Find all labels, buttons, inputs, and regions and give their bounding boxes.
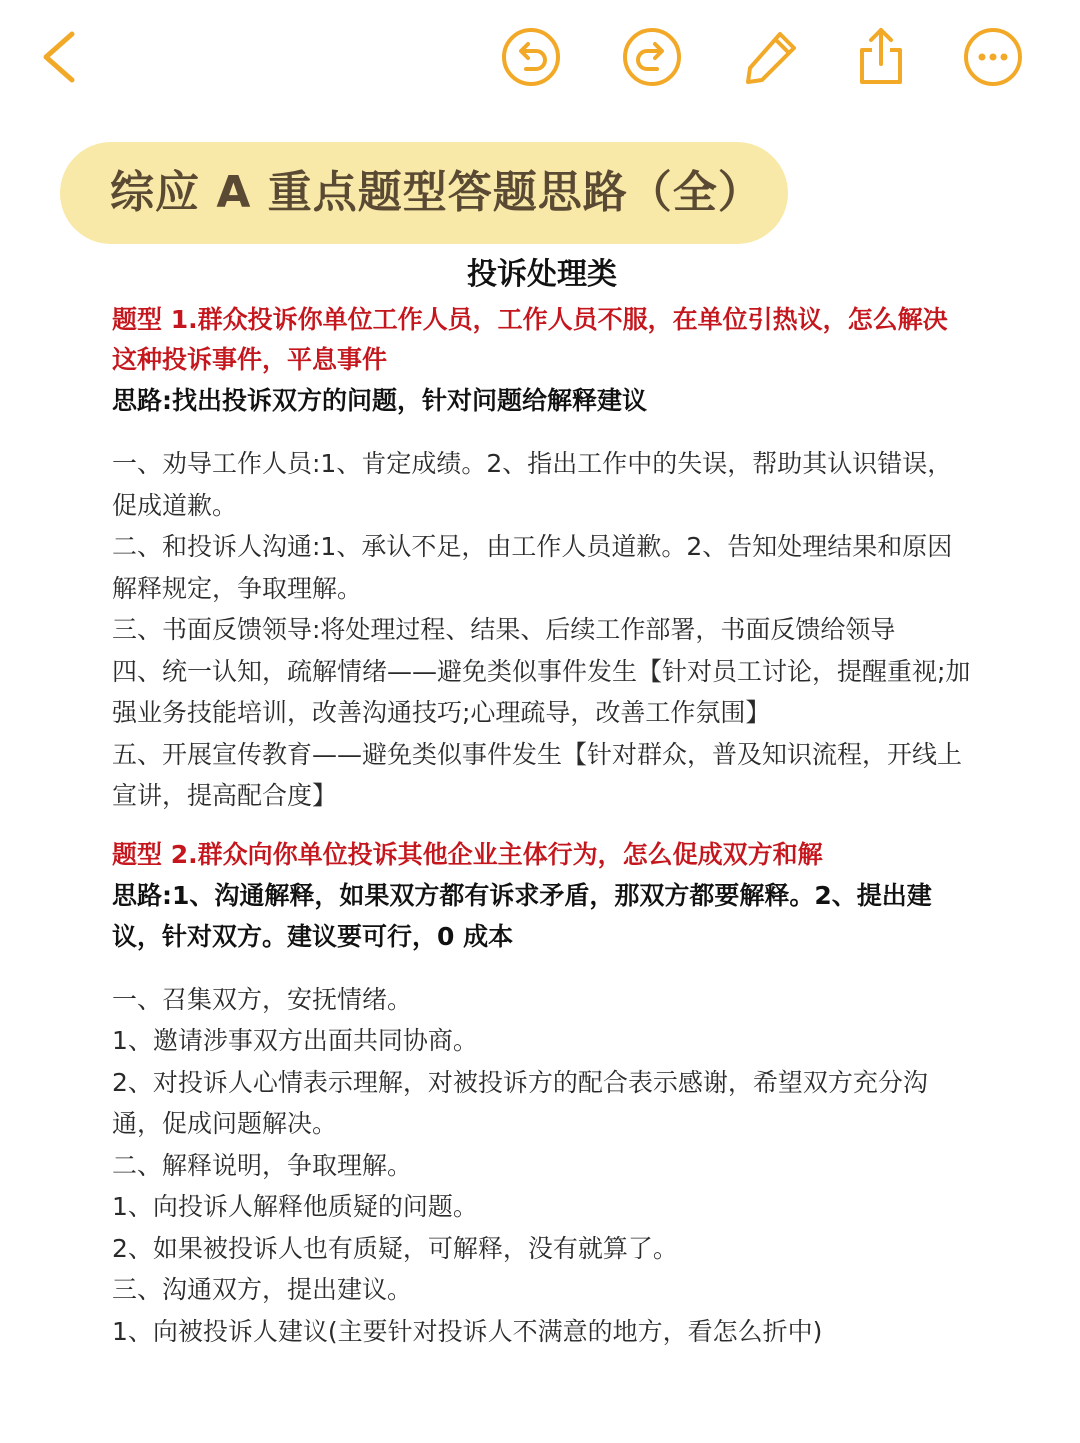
more-icon [962, 26, 1024, 88]
top-toolbar [0, 0, 1080, 115]
q1-paragraph: 四、统一认知，疏解情绪——避免类似事件发生【针对员工讨论，提醒重视;加强业务技能培训，改善沟通技巧;心理疏导，改善工作氛围】 [112, 656, 971, 727]
pencil-icon [740, 26, 802, 88]
q2-paragraph: 2、如果被投诉人也有质疑，可解释，没有就算了。 [112, 1233, 678, 1263]
undo-icon [500, 26, 562, 88]
question-2-idea: 思路:1、沟通解释，如果双方都有诉求矛盾，那双方都要解释。2、提出建议，针对双方。建议要可行，0 成本 [112, 880, 932, 951]
question-1-idea: 思路:找出投诉双方的问题，针对问题给解释建议 [112, 386, 647, 415]
page-title: 综应 A 重点题型答题思路（全） [110, 167, 763, 218]
q2-paragraph: 三、沟通双方，提出建议。 [112, 1275, 413, 1304]
question-1-title: 题型 1.群众投诉你单位工作人员，工作人员不服，在单位引热议，怎么解决这种投诉事件，平息事件 [112, 305, 948, 374]
redo-icon [621, 26, 683, 88]
title-banner [60, 142, 788, 244]
redo-button[interactable] [621, 26, 683, 88]
undo-button[interactable] [500, 26, 562, 88]
q1-paragraph: 二、和投诉人沟通:1、承认不足，由工作人员道歉。2、告知处理结果和原因解释规定，争取理解。 [112, 532, 953, 603]
q2-paragraph: 2、对投诉人心情表示理解，对被投诉方的配合表示感谢，希望双方充分沟通，促成问题解决。 [112, 1067, 928, 1138]
share-button[interactable] [850, 26, 912, 88]
q2-paragraph: 一、召集双方，安抚情绪。 [112, 984, 413, 1014]
edit-button[interactable] [740, 26, 802, 88]
back-button[interactable] [30, 26, 86, 88]
q2-paragraph: 1、向投诉人解释他质疑的问题。 [112, 1192, 478, 1221]
q2-paragraph: 1、向被投诉人建议(主要针对投诉人不满意的地方，看怎么折中) [112, 1316, 823, 1346]
q1-paragraph: 三、书面反馈领导:将处理过程、结果、后续工作部署，书面反馈给领导 [112, 615, 896, 644]
back-icon [30, 26, 86, 88]
q2-paragraph: 二、解释说明，争取理解。 [112, 1150, 413, 1180]
question-2-title: 题型 2.群众向你单位投诉其他企业主体行为，怎么促成双方和解 [112, 839, 823, 869]
more-button[interactable] [962, 26, 1024, 88]
q2-paragraph: 1、邀请涉事双方出面共同协商。 [112, 1026, 478, 1055]
q1-paragraph: 一、劝导工作人员:1、肯定成绩。2、指出工作中的失误，帮助其认识错误，促成道歉。 [112, 449, 953, 520]
q1-paragraph: 五、开展宣传教育——避免类似事件发生【针对群众，普及知识流程，开线上宣讲，提高配合度】 [112, 739, 963, 810]
section-title: 投诉处理类 [467, 257, 617, 292]
share-icon [850, 26, 912, 88]
note-body [112, 252, 972, 1352]
